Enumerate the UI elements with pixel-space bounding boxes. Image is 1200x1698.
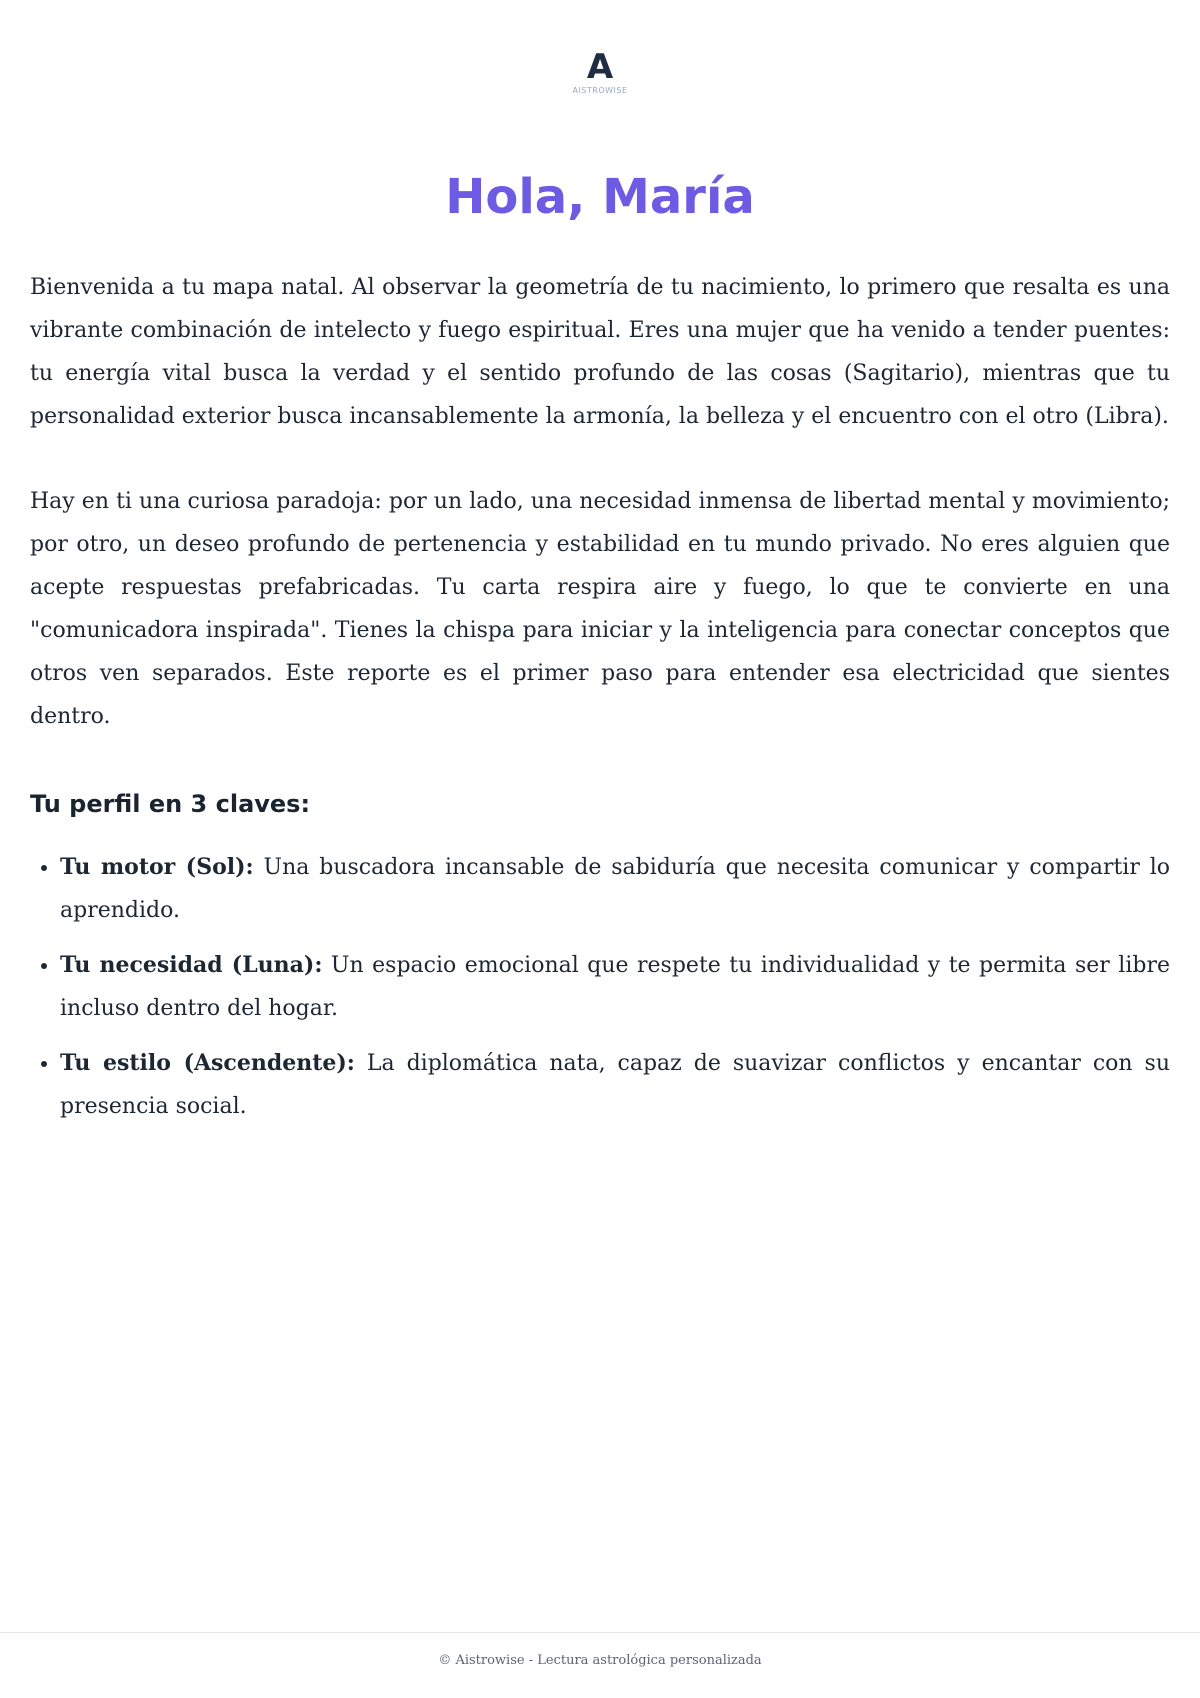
list-item-text: Un espacio emocional que respete tu individualidad y te permita ser libre incluso dentro del hogar. bbox=[60, 953, 1170, 1021]
logo-brand-name: AISTROWISE bbox=[572, 86, 628, 95]
list-item-ascendente bbox=[60, 1042, 1170, 1128]
logo-letter: A bbox=[586, 47, 614, 87]
list-item-text: Una buscadora incansable de sabiduría que necesita comunicar y compartir lo aprendido. bbox=[60, 855, 1171, 923]
list-item-label: Tu necesidad (Luna): bbox=[60, 952, 323, 978]
footer-text: © Aistrowise - Lectura astrológica personalizada bbox=[438, 1653, 762, 1668]
page-footer bbox=[0, 1632, 1200, 1698]
page-title: Hola, María bbox=[445, 169, 755, 225]
list-item-luna bbox=[60, 944, 1170, 1030]
intro-paragraph-1: Bienvenida a tu mapa natal. Al observar la geometría de tu nacimiento, lo primero que resalta es una vibrante combinación de intelecto y fuego espiritual. Eres una mujer que ha venido a tender puentes: tu energía vital busca la verdad y el sentido profundo de las cosas (Sagitario), mientras que tu personalidad exterior busca incansablemente la armonía, la belleza y el encuentro con el otro (Libra). bbox=[30, 275, 1170, 429]
brand-logo bbox=[0, 47, 1200, 95]
list-item-label: Tu motor (Sol): bbox=[60, 854, 254, 880]
profile-list bbox=[30, 846, 1170, 1128]
intro-paragraph-2: Hay en ti una curiosa paradoja: por un lado, una necesidad inmensa de libertad mental y movimiento; por otro, un deseo profundo de pertenencia y estabilidad en tu mundo privado. No eres alguien que acepte respuestas prefabricadas. Tu carta respira aire y fuego, lo que te convierte en una "comunicadora inspirada". Tienes la chispa para iniciar y la inteligencia para conectar conceptos que otros ven separados. Este reporte es el primer paso para entender esa electricidad que sientes dentro. bbox=[30, 489, 1170, 729]
profile-heading: Tu perfil en 3 claves: bbox=[30, 790, 311, 818]
list-item-sol bbox=[60, 846, 1170, 932]
list-item-label: Tu estilo (Ascendente): bbox=[60, 1050, 355, 1076]
report-content bbox=[30, 266, 1170, 1140]
list-item-text: La diplomática nata, capaz de suavizar conflictos y encantar con su presencia social. bbox=[60, 1051, 1170, 1119]
